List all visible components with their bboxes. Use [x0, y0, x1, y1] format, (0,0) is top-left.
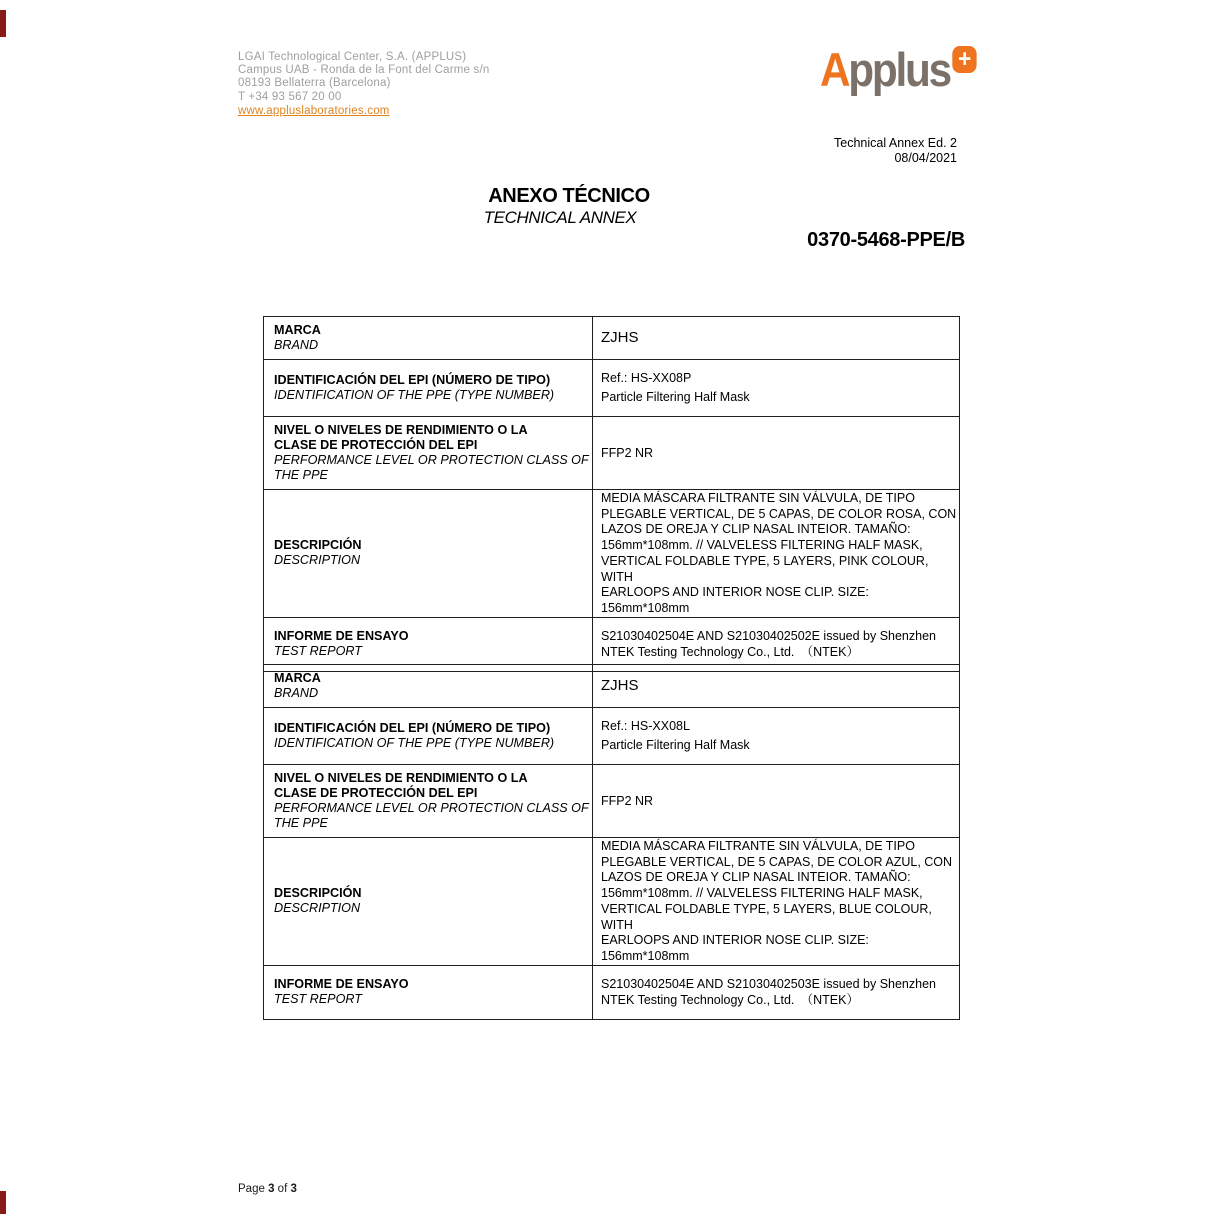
row-value-cell — [593, 665, 959, 707]
row-value-text: LAZOS DE OREJA Y CLIP NASAL INTEIOR. TAMAÑO: — [601, 870, 911, 885]
row-label-cell — [264, 838, 593, 965]
row-label-text: NIVEL O NIVELES DE RENDIMIENTO O LA — [274, 423, 528, 437]
row-label-translation: BRAND — [274, 686, 319, 700]
table-row — [264, 764, 959, 837]
row-label-translation: DESCRIPTION — [274, 901, 361, 916]
page-footer — [238, 1183, 297, 1195]
row-label-translation: TEST REPORT — [274, 992, 362, 1007]
plus-badge-icon: + — [953, 46, 977, 73]
row-label-text: IDENTIFICACIÓN DEL EPI (NÚMERO DE TIPO) — [274, 721, 551, 735]
annex-table-1 — [263, 316, 960, 672]
table-row — [264, 665, 959, 707]
page-title: ANEXO TÉCNICO — [488, 185, 650, 207]
row-label-translation: BRAND — [274, 338, 319, 352]
row-label-cell — [264, 765, 593, 837]
applus-wordmark — [820, 44, 950, 96]
website-link[interactable]: www.appluslaboratories.com — [238, 104, 390, 117]
row-value-text: PLEGABLE VERTICAL, DE 5 CAPAS, DE COLOR ROSA, CON — [601, 506, 957, 521]
row-label-text: MARCA — [274, 323, 321, 337]
row-label-text: INFORME DE ENSAYO — [274, 977, 409, 992]
table-row — [264, 965, 959, 1019]
row-value-text: EARLOOPS AND INTERIOR NOSE CLIP. SIZE: 156mm*108mm — [601, 585, 869, 615]
row-value-cell — [593, 838, 959, 965]
row-label-text: CLASE DE PROTECCIÓN DEL EPI — [274, 438, 478, 452]
row-value-text: PLEGABLE VERTICAL, DE 5 CAPAS, DE COLOR AZUL, CON — [601, 854, 953, 869]
page-edge-mark-top — [0, 10, 6, 37]
document-meta — [834, 136, 957, 165]
row-value-text: Ref.: HS-XX08P — [601, 371, 692, 385]
row-label-translation: IDENTIFICATION OF THE PPE (TYPE NUMBER) — [274, 388, 555, 402]
company-address-block — [238, 51, 490, 118]
address-line: LGAI Technological Center, S.A. (APPLUS) — [238, 51, 467, 63]
page-edge-mark-bottom — [0, 1191, 6, 1214]
row-value-text: 156mm*108mm. // VALVELESS FILTERING HALF MASK, — [601, 538, 923, 553]
table-row — [264, 317, 959, 359]
table-row — [264, 489, 959, 617]
row-value-cell — [593, 417, 959, 489]
row-label-cell — [264, 490, 593, 617]
annex-date: 08/04/2021 — [894, 150, 957, 165]
row-value-text: NTEK Testing Technology Co., Ltd. （NTEK） — [601, 993, 859, 1008]
row-value-cell — [593, 317, 959, 359]
row-value-text: FFP2 NR — [601, 794, 654, 808]
row-label-translation: TEST REPORT — [274, 644, 362, 659]
footer-page-label: Page — [238, 1183, 265, 1195]
row-label-cell — [264, 618, 593, 671]
row-label-cell — [264, 966, 593, 1019]
footer-total-pages: 3 — [290, 1183, 297, 1195]
row-value-text: ZJHS — [601, 329, 639, 346]
page-subtitle: TECHNICAL ANNEX — [483, 208, 637, 227]
row-value-cell — [593, 765, 959, 837]
applus-logo — [820, 44, 977, 96]
address-line: Campus UAB - Ronda de la Font del Carme s/n — [238, 64, 490, 77]
row-value-text: EARLOOPS AND INTERIOR NOSE CLIP. SIZE: 156mm*108mm — [601, 933, 869, 963]
annex-edition: Technical Annex Ed. 2 — [834, 136, 957, 150]
row-value-text: Particle Filtering Half Mask — [601, 738, 750, 752]
row-value-cell — [593, 966, 959, 1019]
row-value-text: Particle Filtering Half Mask — [601, 390, 750, 404]
row-value-text: FFP2 NR — [601, 446, 654, 460]
row-value-cell — [593, 490, 959, 617]
row-label-text: DESCRIPCIÓN — [274, 886, 362, 901]
reference-code: 0370-5468-PPE/B — [807, 229, 965, 251]
footer-page-number: 3 — [268, 1183, 275, 1195]
row-label-cell — [264, 317, 593, 359]
table-row — [264, 359, 959, 416]
row-value-cell — [593, 708, 959, 764]
address-line: 08193 Bellaterra (Barcelona) — [238, 77, 391, 90]
row-value-text: MEDIA MÁSCARA FILTRANTE SIN VÁLVULA, DE TIPO — [601, 839, 915, 853]
row-label-text: NIVEL O NIVELES DE RENDIMIENTO O LA — [274, 771, 528, 785]
logo-letter-a: A — [820, 43, 849, 96]
row-value-text: NTEK Testing Technology Co., Ltd. （NTEK） — [601, 645, 859, 660]
row-value-text: MEDIA MÁSCARA FILTRANTE SIN VÁLVULA, DE TIPO — [601, 491, 915, 505]
row-value-text: Ref.: HS-XX08L — [601, 719, 690, 733]
footer-of-label: of — [277, 1183, 288, 1195]
row-label-translation: THE PPE — [274, 468, 328, 482]
row-value-cell — [593, 360, 959, 416]
annex-table-2 — [263, 664, 960, 1020]
logo-letters-rest: pplus — [848, 43, 950, 96]
row-value-text: S21030402504E AND S21030402503E issued by Shenzhen — [601, 976, 936, 991]
row-label-text: MARCA — [274, 671, 321, 685]
row-label-cell — [264, 708, 593, 764]
row-value-text: VERTICAL FOLDABLE TYPE, 5 LAYERS, BLUE COLOUR, WITH — [601, 901, 932, 932]
table-row — [264, 617, 959, 671]
row-label-text: CLASE DE PROTECCIÓN DEL EPI — [274, 786, 478, 800]
row-value-cell — [593, 618, 959, 671]
row-label-translation: THE PPE — [274, 816, 328, 830]
row-label-translation: IDENTIFICATION OF THE PPE (TYPE NUMBER) — [274, 736, 555, 750]
row-value-text: VERTICAL FOLDABLE TYPE, 5 LAYERS, PINK COLOUR, WITH — [601, 553, 929, 584]
row-label-text: INFORME DE ENSAYO — [274, 629, 409, 644]
table-row — [264, 837, 959, 965]
row-label-text: IDENTIFICACIÓN DEL EPI (NÚMERO DE TIPO) — [274, 373, 551, 387]
row-label-translation: PERFORMANCE LEVEL OR PROTECTION CLASS OF — [274, 453, 589, 467]
row-value-text: ZJHS — [601, 677, 639, 694]
row-value-text: S21030402504E AND S21030402502E issued by Shenzhen — [601, 628, 936, 643]
row-label-text: DESCRIPCIÓN — [274, 538, 362, 553]
row-value-text: LAZOS DE OREJA Y CLIP NASAL INTEIOR. TAMAÑO: — [601, 522, 911, 537]
row-value-text: 156mm*108mm. // VALVELESS FILTERING HALF MASK, — [601, 886, 923, 901]
row-label-translation: DESCRIPTION — [274, 553, 361, 568]
row-label-cell — [264, 417, 593, 489]
address-line: T +34 93 567 20 00 — [238, 90, 342, 103]
row-label-translation: PERFORMANCE LEVEL OR PROTECTION CLASS OF — [274, 801, 589, 815]
table-row — [264, 707, 959, 764]
row-label-cell — [264, 360, 593, 416]
row-label-cell — [264, 665, 593, 707]
table-row — [264, 416, 959, 489]
